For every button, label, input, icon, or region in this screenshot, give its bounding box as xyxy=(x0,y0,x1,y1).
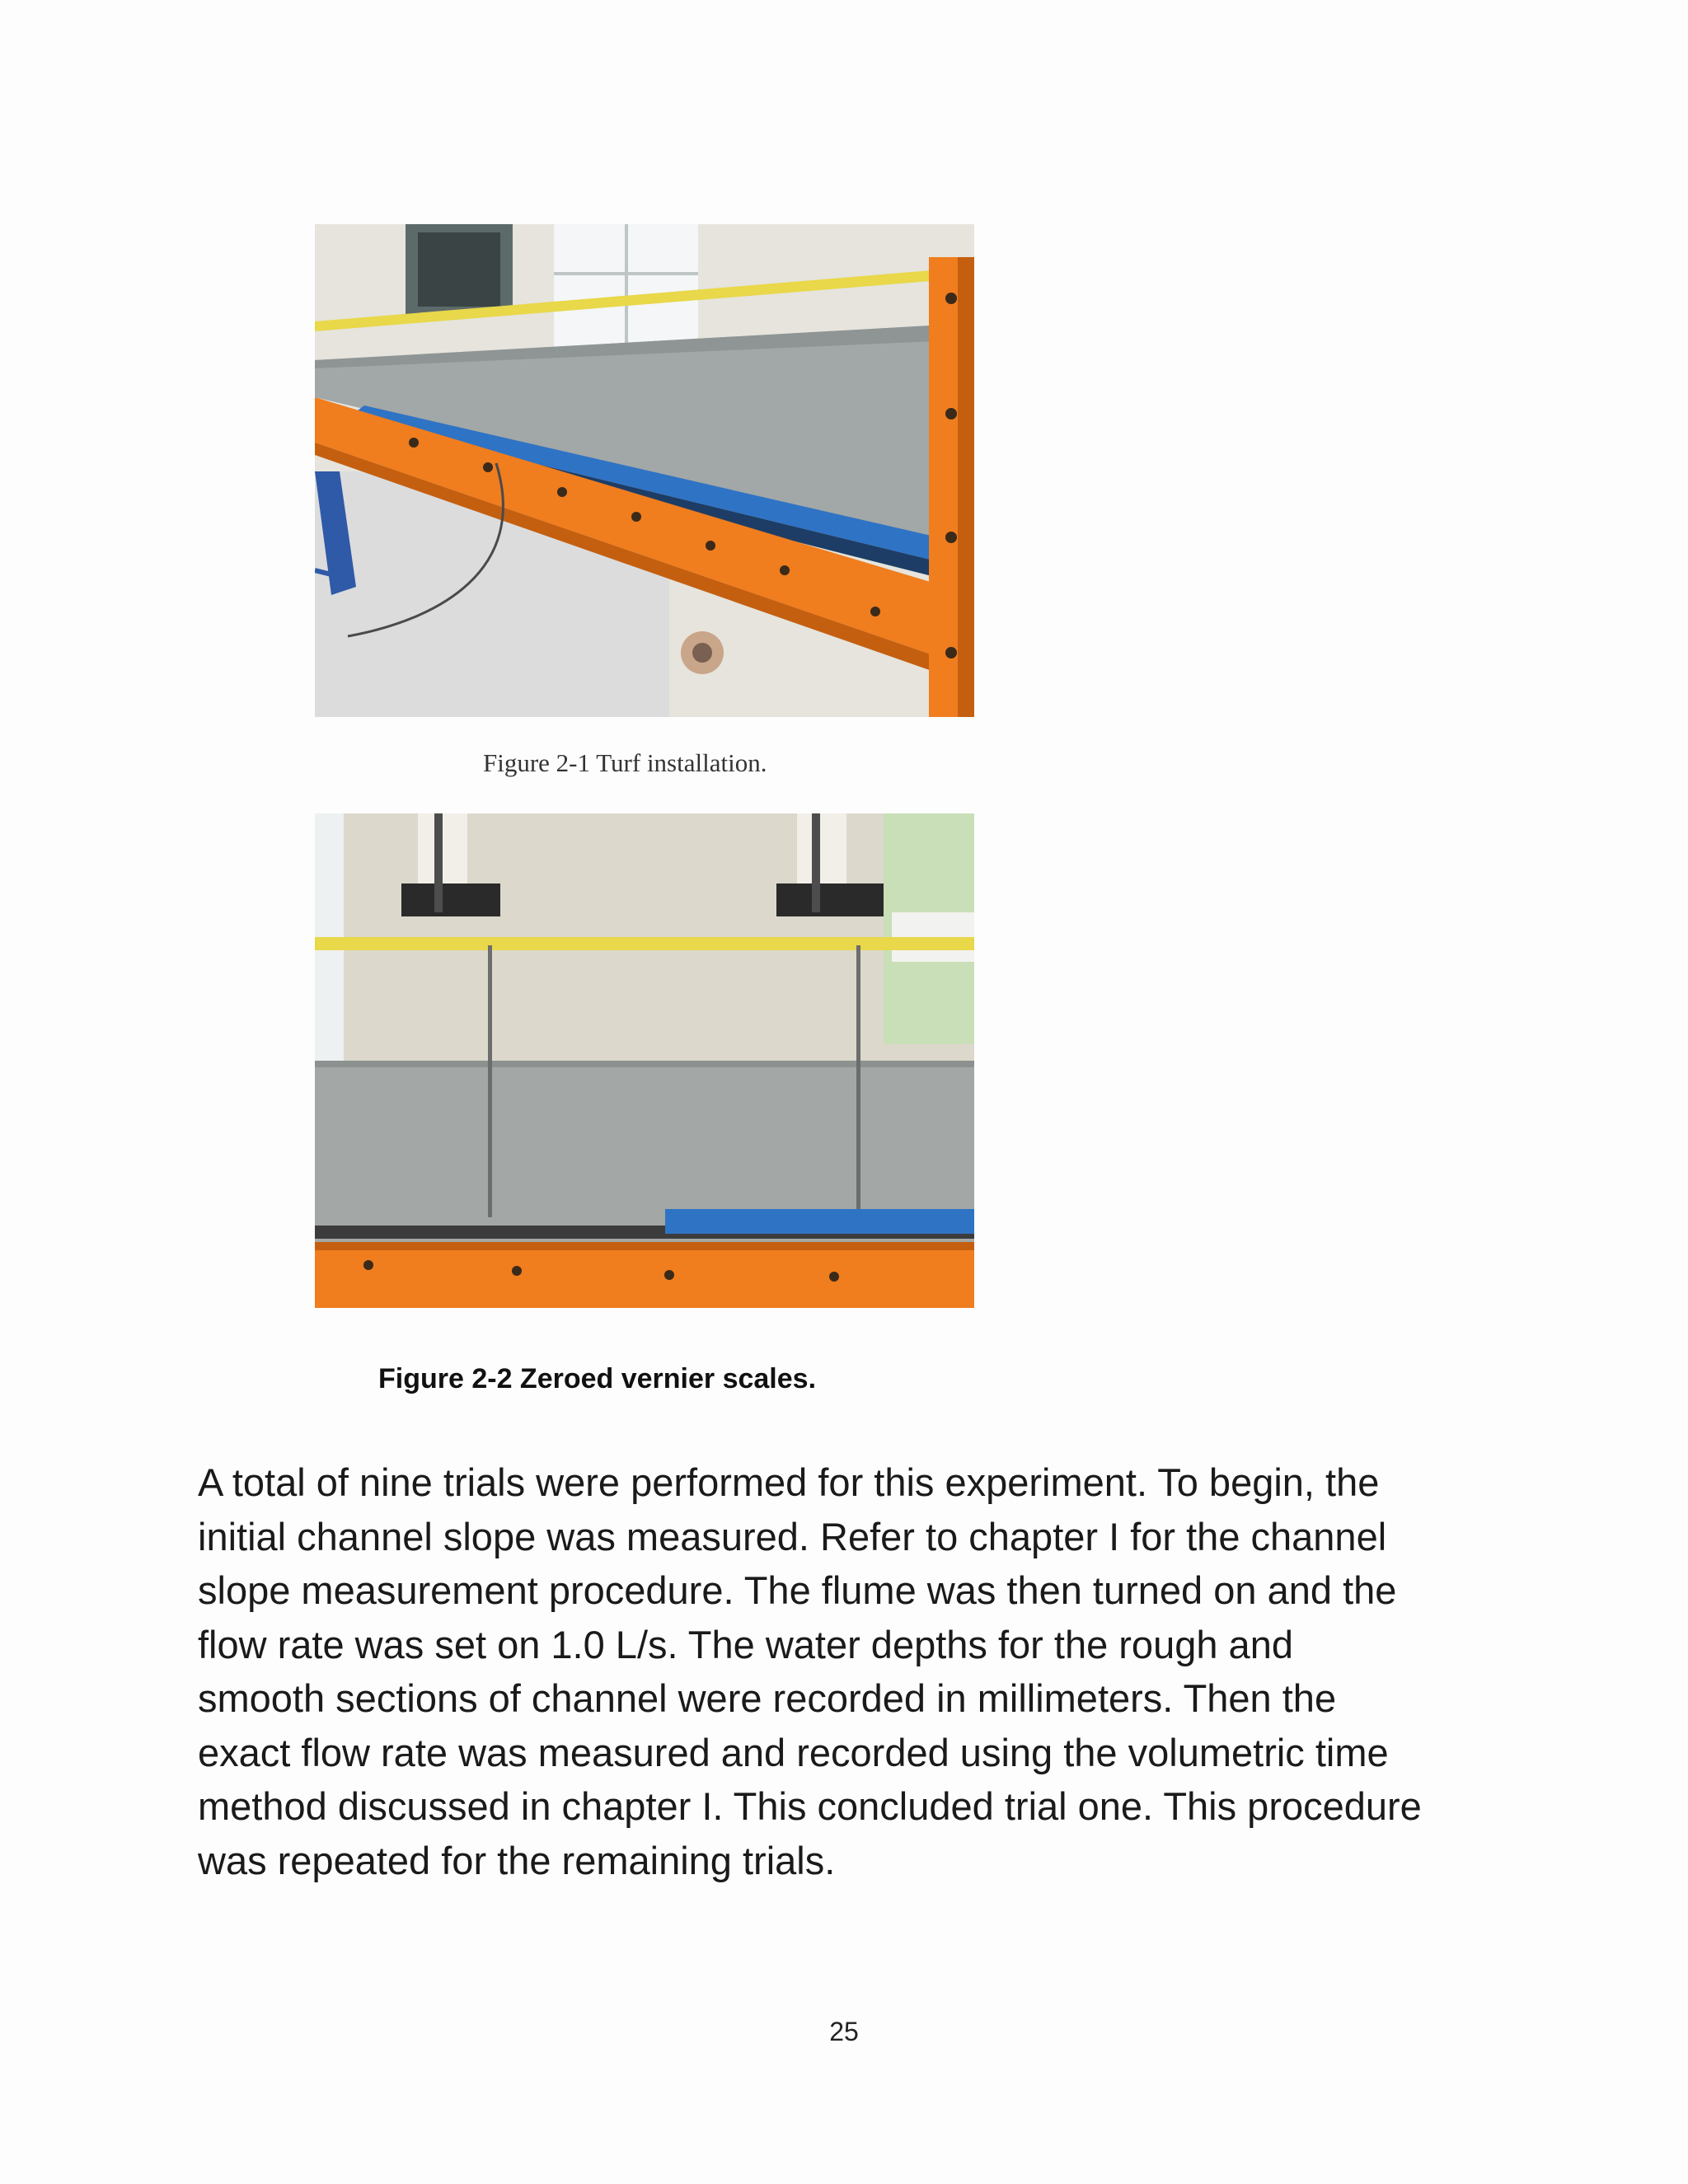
figure-2-1-photo xyxy=(315,224,974,717)
body-line: smooth sections of channel were recorded in millimeters. Then the xyxy=(198,1676,1337,1720)
page-number: 25 xyxy=(829,2017,859,2046)
figure-2-2-caption: Figure 2-2 Zeroed vernier scales. xyxy=(378,1363,817,1394)
vernier-scales-image xyxy=(315,813,974,1308)
body-line: was repeated for the remaining trials. xyxy=(198,1838,836,1882)
body-line: slope measurement procedure. The flume was then turned on and the xyxy=(198,1568,1397,1612)
turf-installation-image xyxy=(315,224,974,717)
figure-2-2-photo xyxy=(315,813,974,1308)
body-line: exact flow rate was measured and recorded using the volumetric time xyxy=(198,1730,1389,1774)
body-line: method discussed in chapter I. This concluded trial one. This procedure xyxy=(198,1784,1422,1828)
body-line: A total of nine trials were performed for this experiment. To begin, the xyxy=(198,1460,1380,1504)
body-line: initial channel slope was measured. Refer to chapter I for the channel xyxy=(198,1514,1387,1558)
body-paragraph xyxy=(198,1455,1500,1887)
body-line: flow rate was set on 1.0 L/s. The water depths for the rough and xyxy=(198,1622,1293,1666)
figure-2-1-caption: Figure 2-1 Turf installation. xyxy=(483,748,767,777)
